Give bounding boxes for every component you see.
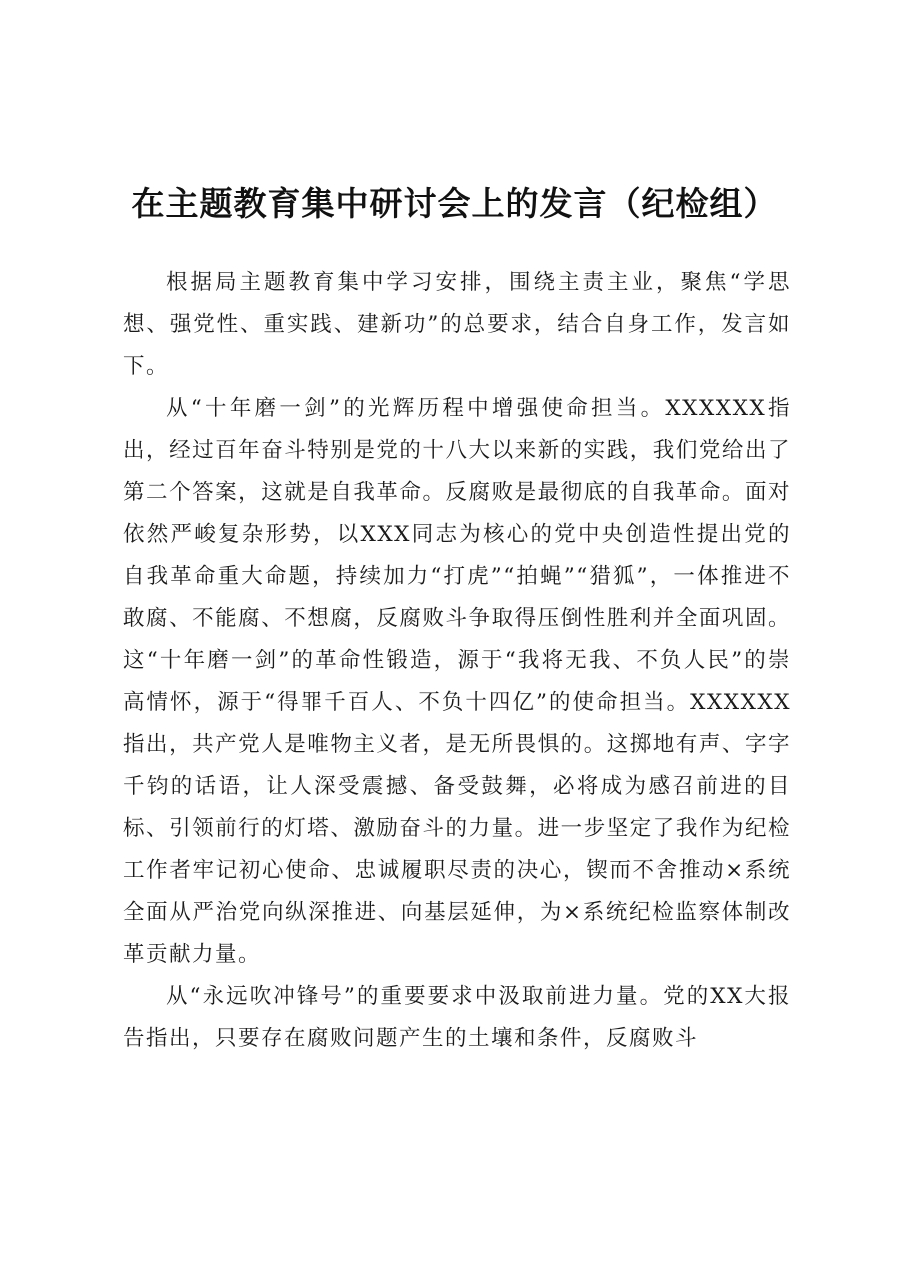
paragraph-mission: 从“十年磨一剑”的光辉历程中增强使命担当。XXXXXX指出，经过百年奋斗特别是党的十八大以来新的实践，我们党给出了第二个答案，这就是自我革命。反腐败是最彻底的自我革命。面对依然严峻复杂形势，以XXX同志为核心的党中央创造性提出党的自我革命重大命题，持续加力“打虎”“拍蝇”“猎狐”，一体推进不敢腐、不能腐、不想腐，反腐败斗争取得压倒性胜利并全面巩固。这“十年磨一剑”的革命性锻造，源于“我将无我、不负人民”的崇高情怀，源于“得罪千百人、不负十四亿”的使命担当。XXXXXX指出，共产党人是唯物主义者，是无所畏惧的。这掷地有声、字字千钧的话语，让人深受震撼、备受鼓舞，必将成为感召前进的目标、引领前行的灯塔、激励奋斗的力量。进一步坚定了我作为纪检工作者牢记初心使命、忠诚履职尽责的决心，锲而不舍推动×系统全面从严治党向纵深推进、向基层延伸，为×系统纪检监察体制改革贡献力量。 bbox=[123, 396, 791, 967]
document-body bbox=[123, 262, 791, 1060]
paragraph-bugle: 从“永远吹冲锋号”的重要要求中汲取前进力量。党的XX大报告指出，只要存在腐败问题产生的土壤和条件，反腐败斗 bbox=[123, 984, 791, 1051]
document-title: 在主题教育集中研讨会上的发言（纪检组） bbox=[131, 184, 778, 223]
paragraph-intro: 根据局主题教育集中学习安排，围绕主责主业，聚焦“学思想、强党性、重实践、建新功”的总要求，结合自身工作，发言如下。 bbox=[123, 270, 791, 379]
